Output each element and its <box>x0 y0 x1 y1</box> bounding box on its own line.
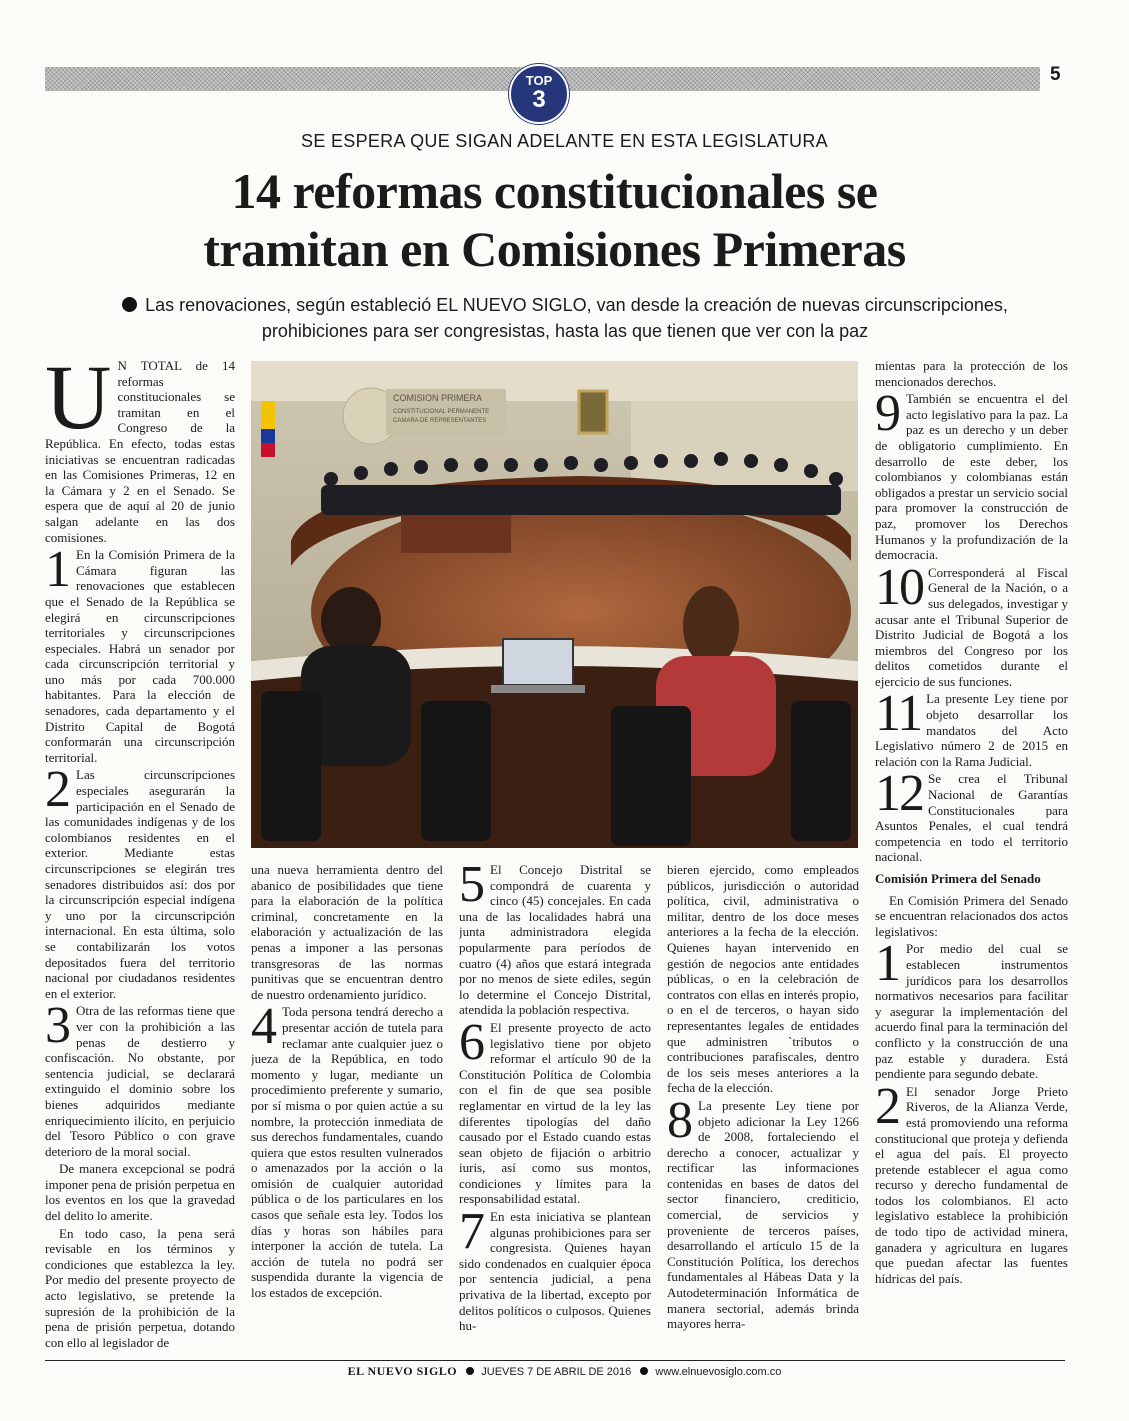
column-3 <box>459 862 651 1352</box>
item-2: 2 Las circunscripciones especiales asegurarán la participación en el Senado de las comunidades indígenas y de los colombianos residentes en el exterior. Mediante estas circunscripciones se elegirán tres senadores distribuidos así: dos por la circunscripción especial indígena y uno por la circunscripción internacional. En esta última, solo se contabilizarán los votos depositados fuera del territorio nacional por ciudadanos residentes en el exterior. <box>45 761 235 1001</box>
headline <box>0 162 1109 278</box>
page-number: 5 <box>1050 64 1061 85</box>
item-12: 12 Se crea el Tribunal Nacional de Garantías Constitucionales para Asuntos Penales, el cual tendrá competencia en todo el territorio nacional. <box>875 765 1068 865</box>
column-2 <box>251 862 443 1352</box>
headline-line-2: tramitan en Comisiones Primeras <box>203 221 906 277</box>
senate-item-1: 1 Por medio del cual se establecen instrumentos jurídicos para los desarrollos normativos necesarios para facilitar y asegurar la implementación del acuerdo final para la terminación del conflicto y la construcción de una paz estable y duradera. Está pendiente para segundo debate. <box>875 935 1068 1082</box>
item-9: 9 También se encuentra el del acto legislativo para la paz. La paz es un derecho y un deber de obligatorio cumplimiento. En desarrollo de este deber, los colombianos y colombianas están obligados a prestar un servicio social para promover la construcción de paz, promover los Derechos Humanos y la profundización de la democracia. <box>875 385 1068 563</box>
item-5: 5 El Concejo Distrital se compondrá de cuarenta y cinco (45) concejales. En cada una de las localidades habrá una junta administradora elegida popularmente para períodos de cuatro (4) años que estará integrada por no menos de siete ediles, según lo determine el Concejo Distrital, atendida la población respectiva. <box>459 862 651 1018</box>
item-number: 3 <box>45 997 71 1055</box>
footer-url[interactable]: www.elnuevosiglo.com.co <box>655 1366 782 1378</box>
bullet-icon <box>466 1367 474 1375</box>
item-number: 7 <box>459 1203 485 1261</box>
item-number: 11 <box>875 685 922 743</box>
paragraph: mientas para la protección de los mencionados derechos. <box>875 358 1068 389</box>
paragraph: En todo caso, la pena será revisable en los términos y condiciones que establezca la ley. Por medio del presente proyecto de acto legislativo, se pretende la supresión de la prohibición de la pena de prisión perpetua, dotando con ello al legislador de <box>45 1225 235 1350</box>
intro-paragraph: U N TOTAL de 14 reformas constitucionales se tramitan en el Congreso de la República. En efecto, todas estas iniciativas se encuentran radicadas en las Comisiones Primeras, 12 en la Cámara y 2 en el Senado. Se espera que de aquí al 20 de junio salgan adelante en las dos comisiones. <box>45 358 235 545</box>
item-7: 7 En esta iniciativa se plantean algunas prohibiciones para ser congresista. Quienes hayan sido condenados en cualquier época por sentencia judicial, a pena privativa de la libertad, excepto por delitos políticos o culposos. Quienes hu- <box>459 1203 651 1334</box>
item-3: 3 Otra de las reformas tiene que ver con la prohibición a las penas de destierro y confiscación. No obstante, por sentencia judicial, se declarará extinguido el dominio sobre los bienes adquiridos mediante enriquecimiento ilícito, en perjuicio del Tesoro Público o con grave deterioro de la moral social. <box>45 997 235 1159</box>
footer-rule <box>45 1360 1065 1361</box>
item-4: 4 Toda persona tendrá derecho a presentar acción de tutela para reclamar ante cualquier juez o jueza de la República, en todo momento y lugar, mediante un procedimiento preferente y sumario, por sí misma o por quien actúe a su nombre, la protección inmediata de sus derechos fundamentales, cuando quiera que estos resulten vulnerados o amenazados por la acción o la omisión de cualquier autoridad pública o de los particulares en los casos que señale esta ley. Todos los días y horas son hábiles para interponer la acción de tutela. La acción de tutela no podrá ser suspendida durante la vigencia de los estados de excepción. <box>251 998 443 1301</box>
headline-line-1: 14 reformas constitucionales se <box>231 163 878 219</box>
item-1: 1 En la Comisión Primera de la Cámara figuran las renovaciones que establecen que el Senado de la República se elegirá en circunscripciones territoriales y circunscripciones especiales. Habrá un senador por cada circunscripción territorial y uno más por cada 700.000 habitantes. Para la elección de senadores, cada departamento y el Distrito Capital de Bogotá conformarán una circunscripción territorial. <box>45 541 235 765</box>
paragraph: bieren ejercido, como empleados públicos, jurisdicción o autoridad política, civil, administrativa o militar, dentro de los doce meses anteriores a la fecha de la elección. Quienes hayan intervenido en gestión de negocios ante entidades públicas, o en la celebración de contratos con ellas en interés propio, o en el de terceros, o hayan sido representantes legales de entidades que administren `tributos o contribuciones parafiscales, dentro de los seis meses anteriores a la fecha de la elección. <box>667 862 859 1096</box>
item-6: 6 El presente proyecto de acto legislativo tiene por objeto reformar el artículo 90 de la Constitución Política de Colombia con el fin de que sea posible reglamentar en virtud de la ley las diferentes tipologías del daño causado por el Estado cuando estas sean objeto de fijación o arbitrio iuris, así como sus montos, condiciones y límites para la responsabilidad estatal. <box>459 1013 651 1207</box>
drop-cap: U <box>45 358 112 448</box>
item-number: 1 <box>875 935 901 993</box>
item-number: 12 <box>875 765 923 823</box>
paragraph: En Comisión Primera del Senado se encuentran relacionados dos actos legislativos: <box>875 892 1068 939</box>
item-number: 4 <box>251 998 277 1056</box>
kicker: SE ESPERA QUE SIGAN ADELANTE EN ESTA LEGISLATURA <box>301 131 828 151</box>
column-1 <box>45 358 235 1353</box>
sign-text: CAMARA DE REPRESENTANTES <box>393 418 487 424</box>
bullet-icon <box>122 297 137 312</box>
item-8: 8 La presente Ley tiene por objeto adicionar la Ley 1266 de 2008, fortaleciendo el derecho a conocer, actualizar y rectificar las informaciones contenidas en bases de datos del sector financiero, crediticio, comercial, de servicios y proveniente de terceros países, desarrollando el artículo 15 de la Constitución Política, los derechos fundamentales al Hábeas Data y la Autodeterminación Informática de manera sectorial, además brinda mayores herra- <box>667 1091 859 1332</box>
item-11: 11 La presente Ley tiene por objeto desarrollar los mandatos del Acto Legislativo número 2 de 2015 en relación con la Rama Judicial. <box>875 685 1068 769</box>
sign-text: CONSTITUCIONAL PERMANENTE <box>393 409 490 415</box>
item-number: 2 <box>45 761 71 819</box>
item-number: 6 <box>459 1013 485 1071</box>
senate-item-2: 2 El senador Jorge Prieto Riveros, de la Alianza Verde, está promoviendo una reforma constitucional que proteja y defienda el agua del país. El proyecto pretende establecer el agua como recurso y derecho fundamental de todos los colombianos. El acto legislativo establece la prohibición de todo tipo de actividad minera, ganadera y agricultura en lugares que puedan afectar las fuentes hídricas del país. <box>875 1077 1068 1286</box>
section-title: Comisión Primera del Senado <box>875 871 1041 886</box>
item-number: 1 <box>45 541 71 599</box>
item-10: 10 Corresponderá al Fiscal General de la Nación, o a sus delegados, investigar y acusar ante el Tribunal Superior de Distrito Judicial de Bogotá a los miembros del Congreso por los delitos cometidos durante el ejercicio de sus funciones. <box>875 558 1068 689</box>
subhead <box>100 292 1030 344</box>
item-number: 5 <box>459 862 485 913</box>
committee-photo <box>251 361 858 848</box>
newspaper-logo: EL NUEVO SIGLO <box>347 1364 458 1378</box>
bullet-icon <box>640 1367 648 1375</box>
paragraph: una nueva herramienta dentro del abanico de posibilidades que tiene para la elaboración de la política criminal, concretamente en la elaboración y actualización de las penas a imponer a las personas transgresoras de las normas punitivas que se encuentran dentro de nuestro ordenamiento jurídico. <box>251 862 443 1002</box>
column-5 <box>875 358 1068 1353</box>
footer-date: JUEVES 7 DE ABRIL DE 2016 <box>481 1366 632 1378</box>
column-4 <box>667 862 859 1352</box>
item-number: 10 <box>875 558 923 616</box>
paragraph: De manera excepcional se podrá imponer pena de prisión perpetua en los eventos en los que la gravedad del delito lo amerite. <box>45 1161 235 1224</box>
sign-text: COMISION PRIMERA <box>393 393 483 403</box>
badge-number: 3 <box>532 86 546 113</box>
subhead-line-1: Las renovaciones, según estableció EL NUEVO SIGLO, van desde la creación de nuevas circunscripciones, <box>145 295 1008 315</box>
item-number: 9 <box>875 385 901 443</box>
item-number: 2 <box>875 1077 901 1135</box>
footer <box>0 1364 1129 1379</box>
top3-badge <box>509 64 569 124</box>
committee-session-image <box>251 361 858 848</box>
subhead-line-2: prohibiciones para ser congresistas, hasta las que tienen que ver con la paz <box>261 321 869 341</box>
item-number: 8 <box>667 1091 693 1149</box>
badge-label: TOP <box>525 73 553 88</box>
